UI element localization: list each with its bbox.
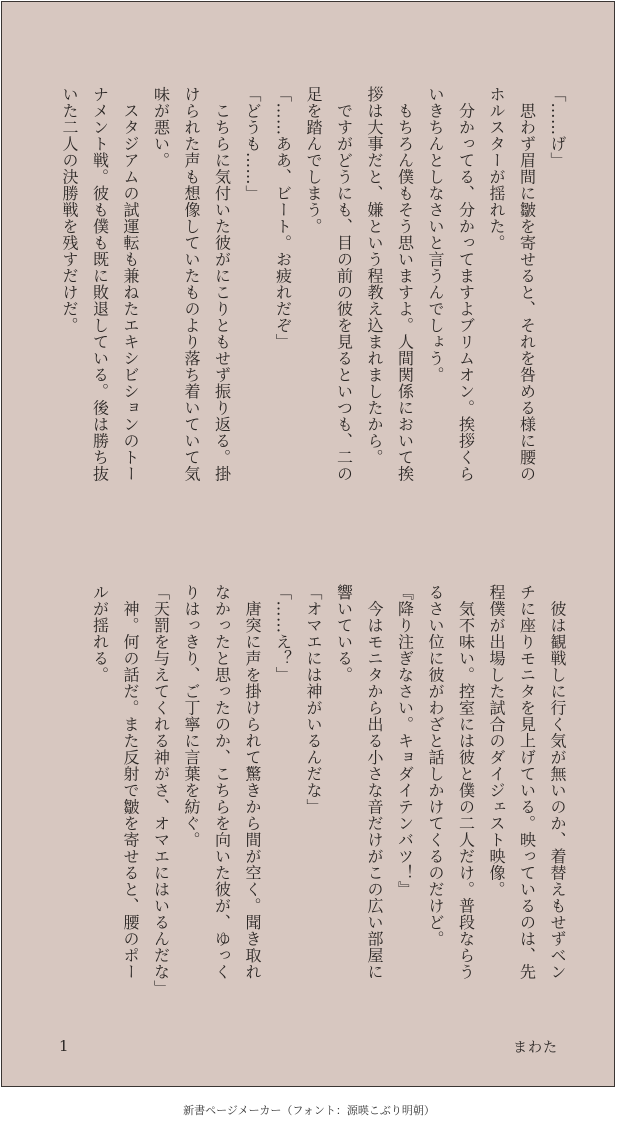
text-line: スタジアムの試運転も兼ねたエキシビションのトー: [121, 86, 140, 482]
page-number: 1: [59, 1037, 69, 1055]
text-line: なかったと思ったのか、こちらを向いた彼が、ゆっく: [212, 584, 232, 980]
text-line: 唐突に声を掛けられて驚きから間が空く。聞き取れ: [243, 584, 262, 980]
text-line: 拶は大事だと、嫌という程教え込まれましたから。: [365, 86, 384, 466]
upper-text-column: [54, 86, 573, 532]
text-line: 思わず眉間に皺を寄せると、それを咎める様に腰の: [517, 86, 537, 482]
text-line: 気不味い。控室には彼と僕の二人だけ。普段ならう: [456, 584, 476, 980]
text-line: 響いている。: [334, 584, 354, 683]
author-name: まわた: [513, 1040, 558, 1056]
text-line: チに座りモニタを見上げている。映っているのは、先: [517, 584, 537, 980]
text-line: 「どうも……」: [243, 86, 262, 202]
text-line: ですがどうにも、目の前の彼を見るといつも、二の: [334, 86, 354, 482]
text-line: 今はモニタから出る小さな音だけがこの広い部屋に: [365, 584, 384, 980]
text-line: 『降り注ぎなさい。キョダイテンバツ！』: [395, 584, 415, 898]
text-line: りはっきり、ご丁寧に言葉を紡ぐ。: [182, 584, 201, 848]
text-line: 足を踏んでしまう。: [304, 86, 323, 235]
text-line: ホルスターが揺れた。: [487, 86, 506, 251]
text-line: ルが揺れる。: [90, 584, 110, 683]
text-line: るさい位に彼がわざと話しかけてくるのだけど。: [426, 584, 445, 947]
text-line: いた二人の決勝戦を残すだけだ。: [60, 86, 79, 334]
text-line: 彼は観戦しに行く気が無いのか、着替えもせずベン: [548, 584, 567, 980]
text-line: いきちんとしなさいと言うんでしょう。: [426, 86, 445, 383]
text-line: 神。何の話だ。また反射で皺を寄せると、腰のポー: [121, 584, 140, 980]
book-page: [1, 1, 615, 1087]
text-line: 程僕が出場した試合のダイジェスト映像。: [487, 584, 506, 898]
text-line: けられた声も想像していたものより落ち着いていて気: [182, 86, 201, 482]
text-line: 「……げ」: [548, 86, 567, 169]
text-line: 「天罰を与えてくれる神がさ、オマエにはいるんだな」: [151, 584, 171, 997]
lower-text-column: [84, 584, 572, 1030]
text-line: もちろん僕もそう思いますよ。人間関係において挨: [395, 86, 415, 482]
text-line: 味が悪い。: [151, 86, 171, 169]
text-line: 「オマエには神がいるんだな」: [304, 584, 323, 815]
text-line: 「……え？」: [273, 584, 293, 683]
text-line: 「……ああ、ビート。お疲れだぞ」: [273, 86, 293, 350]
text-line: ナメント戦。彼も僕も既に敗退している。後は勝ち抜: [90, 86, 110, 482]
text-line: こちらに気付いた彼がにこりともせず振り返る。掛: [212, 86, 232, 482]
footer-caption: 新書ページメーカー（フォント：源暎こぶり明朝）: [183, 1104, 435, 1117]
text-line: 分かってる、分かってますよブリムオン。挨拶くら: [456, 86, 476, 482]
